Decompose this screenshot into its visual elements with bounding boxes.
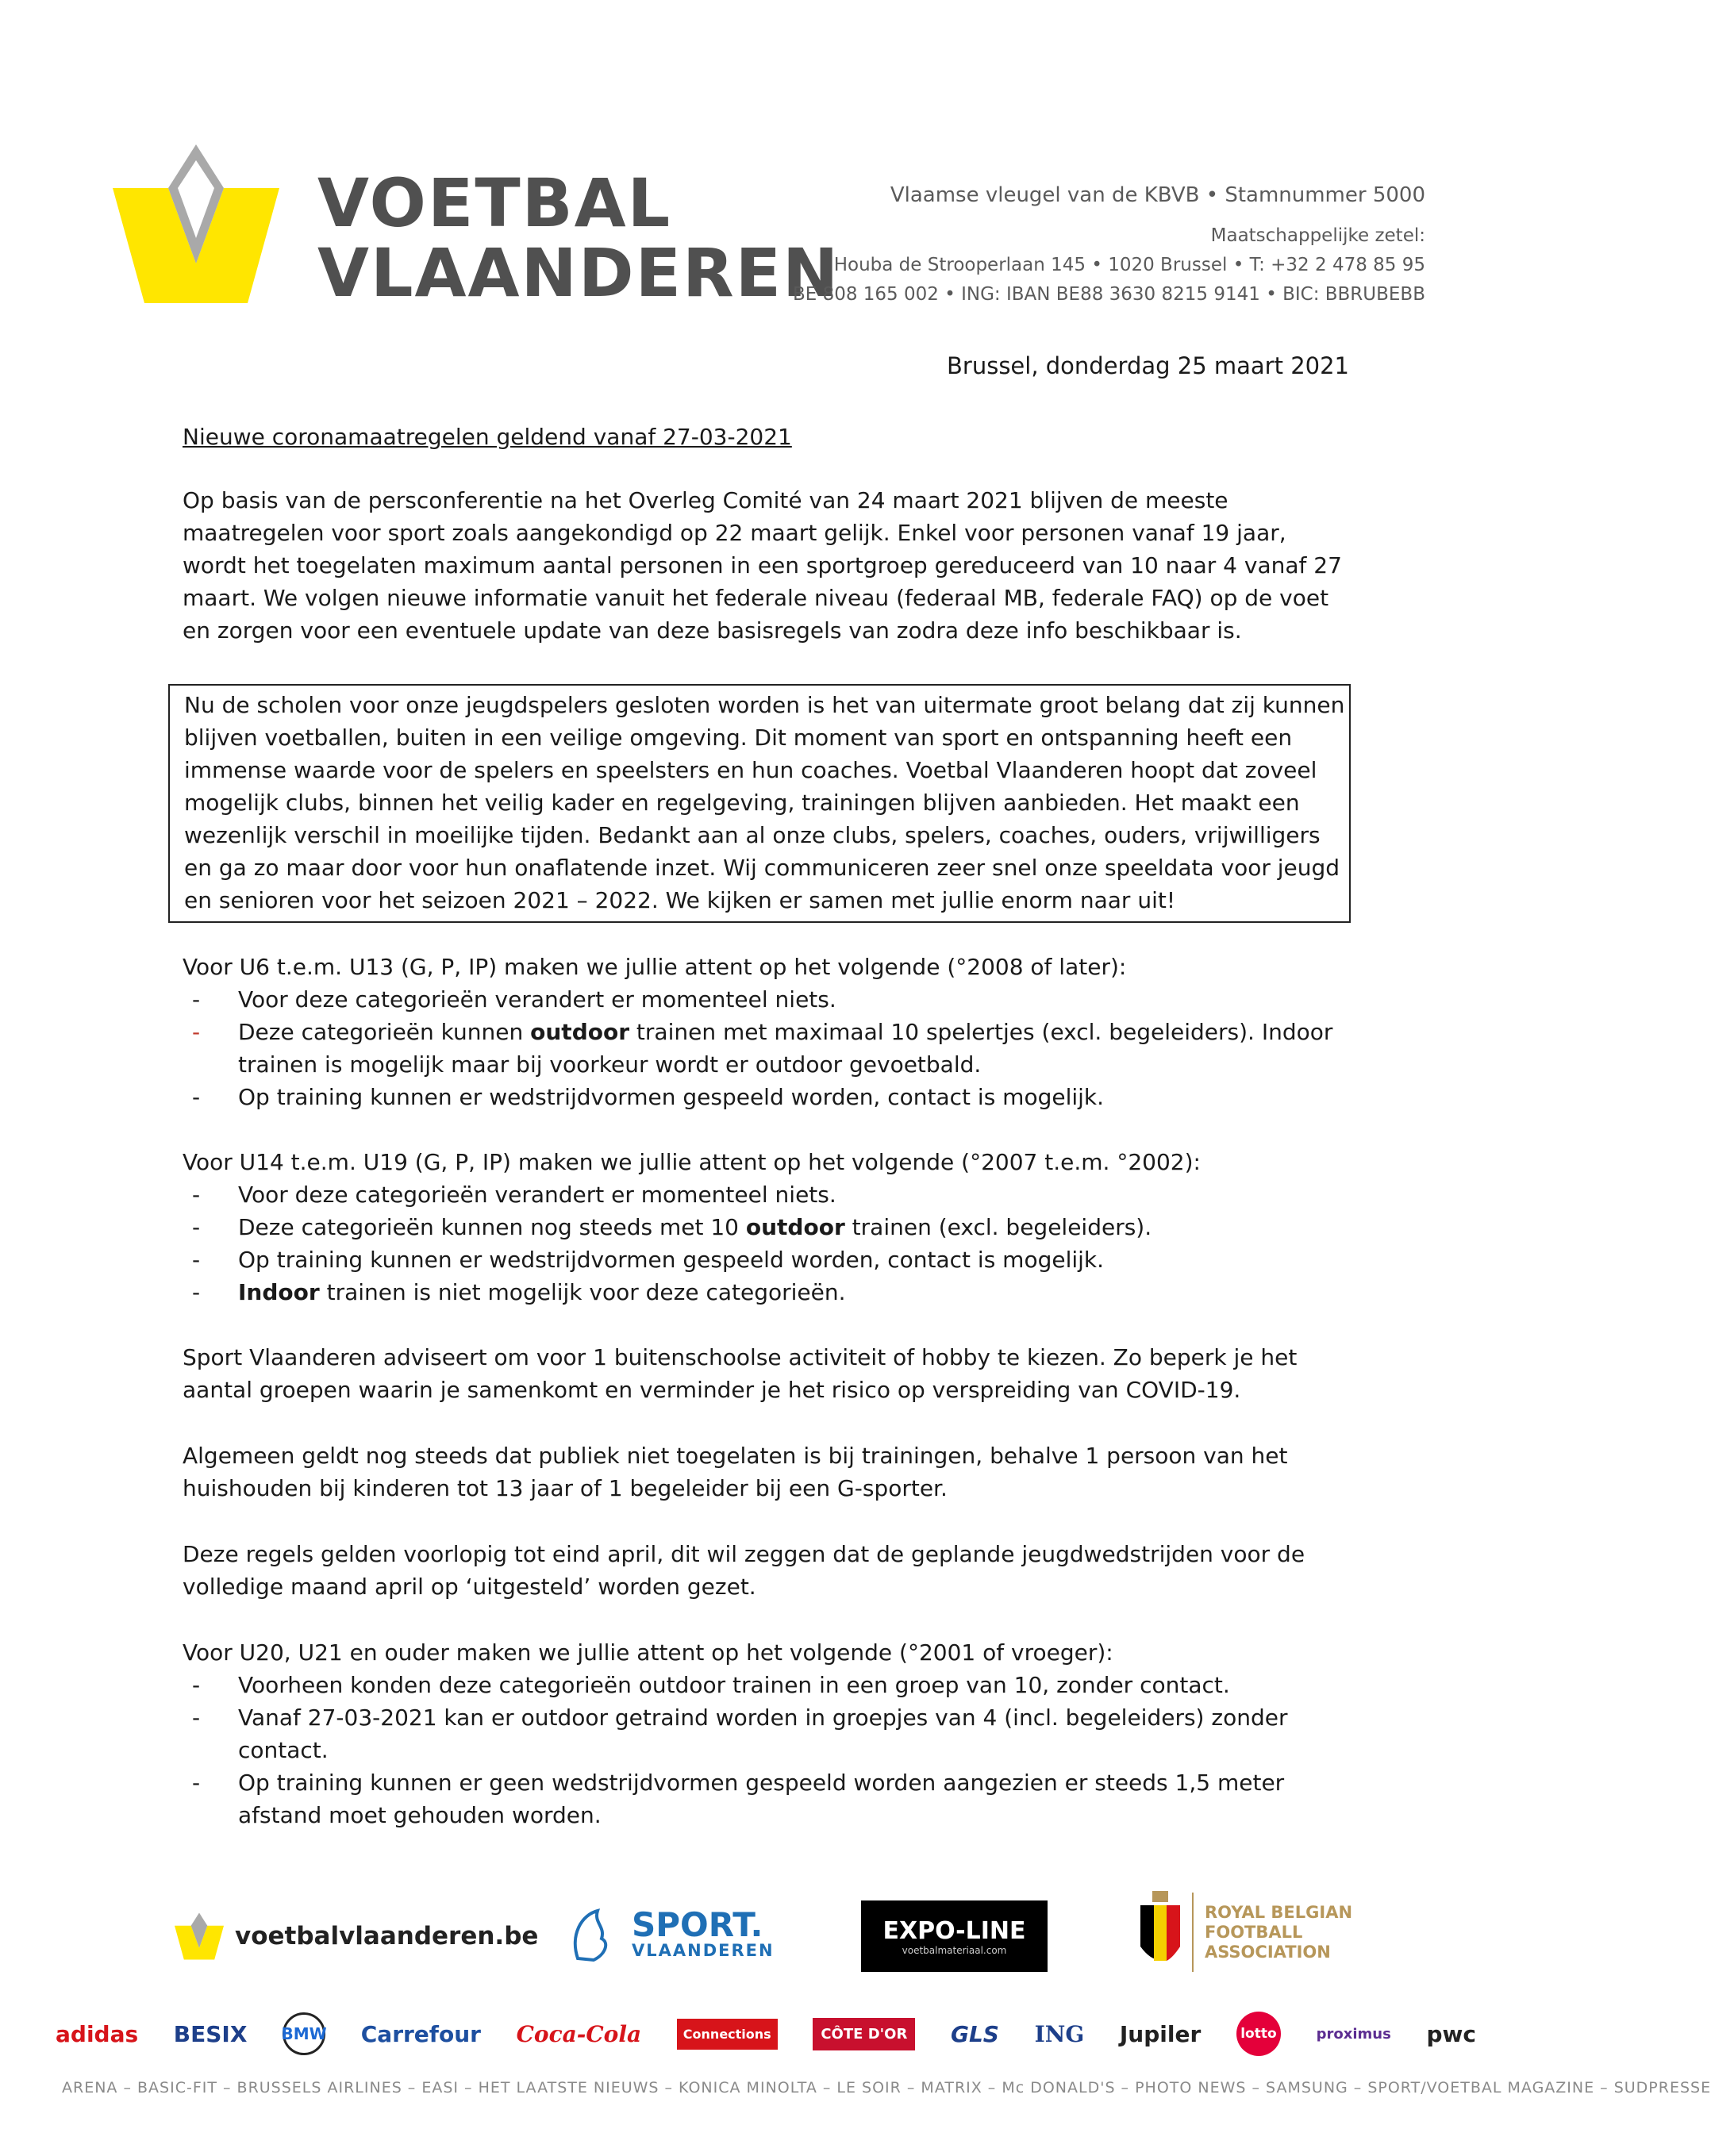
sport-logo-text: SPORT. bbox=[632, 1905, 763, 1944]
sponsor-carrefour: Carrefour bbox=[360, 2020, 481, 2047]
sponsor-bmw: BMW bbox=[283, 2012, 325, 2055]
header-info bbox=[793, 181, 1425, 309]
header-info-line-4: BE 808 165 002 • ING: IBAN BE88 3630 8215 9141 • BIC: BBRUBEBB bbox=[792, 284, 1425, 305]
rbfa-logo bbox=[1136, 1891, 1352, 1973]
list-text: trainen (excl. begeleiders). bbox=[844, 1214, 1152, 1240]
rbfa-line-1: ROYAL BELGIAN bbox=[1205, 1902, 1353, 1922]
header-info-line-2: Maatschappelijke zetel: bbox=[1210, 225, 1425, 246]
list-item: - Voorheen konden deze categorieën outdoor trainen in een groep van 10, zonder contact. bbox=[183, 1669, 1349, 1701]
list-item: - Vanaf 27-03-2021 kan er outdoor getraind worden in groepjes van 4 (incl. begeleiders) zonder contact. bbox=[183, 1701, 1349, 1766]
header-info-line-3: Houba de Strooperlaan 145 • 1020 Brussel • T: +32 2 478 85 95 bbox=[833, 255, 1425, 275]
voetbal-vlaanderen-logo-icon bbox=[113, 144, 279, 303]
footer-voetbalvlaanderen-logo bbox=[175, 1912, 538, 1960]
logo-line-2: VLAANDEREN bbox=[317, 234, 840, 312]
paragraph-text: Sport Vlaanderen adviseert om voor 1 buitenschoolse activiteit of hobby te kiezen. Zo beperk je het aantal groepen waarin je samenkomt en verminder je het risico op verspreiding van COVID-19. bbox=[183, 1344, 1298, 1403]
list-text: Deze categorieën kunnen bbox=[238, 1019, 531, 1045]
sponsor-cote-dor: CÔTE D'OR bbox=[813, 2018, 915, 2050]
expo-line-logo bbox=[861, 1900, 1048, 1972]
sponsor-pwc: pwc bbox=[1426, 2020, 1476, 2047]
list-text: Deze categorieën kunnen nog steeds met 10 bbox=[238, 1214, 746, 1240]
section-u14-u19 bbox=[183, 1146, 1349, 1309]
section-u6-u13 bbox=[183, 951, 1349, 1113]
expo-logo-text: EXPO-LINE bbox=[882, 1916, 1026, 1945]
expo-logo-subtext: voetbalmateriaal.com bbox=[902, 1944, 1007, 1956]
lion-icon bbox=[562, 1903, 625, 1966]
list-text: trainen is niet mogelijk voor deze categorieën. bbox=[319, 1279, 846, 1305]
rbfa-crest-icon bbox=[1136, 1891, 1184, 1973]
intro-paragraph bbox=[183, 484, 1349, 647]
logo-wordmark bbox=[317, 164, 840, 312]
sport-vlaanderen-logo bbox=[562, 1903, 775, 1966]
list-item bbox=[183, 1211, 1349, 1243]
section-list bbox=[183, 1669, 1349, 1831]
sponsor-lotto: lotto bbox=[1236, 2012, 1281, 2056]
section-heading: Voor U14 t.e.m. U19 (G, P, IP) maken we jullie attent op het volgende (°2007 t.e.m. °2002): bbox=[183, 1149, 1201, 1175]
sponsor-proximus: proximus bbox=[1316, 2025, 1391, 2043]
section-list bbox=[183, 1178, 1349, 1309]
intro-text: Op basis van de persconferentie na het Overleg Comité van 24 maart 2021 blijven de meeste maatregelen voor sport zoals aangekondigd op 22 maart gelijk. Enkel voor personen vanaf 19 jaar, wordt het toegelaten maximum aantal personen in een sportgroep gereduceerd van 10 naar 4 vanaf 27 maart. We volgen nieuwe informatie vanuit het federale niveau (federaal MB, federale FAQ) op de voet en zorgen voor een eventuele update van deze basisregels van zodra deze info beschikbaar is. bbox=[183, 487, 1342, 644]
letter-title: Nieuwe coronamaatregelen geldend vanaf 27-03-2021 bbox=[183, 424, 792, 450]
section-heading: Voor U6 t.e.m. U13 (G, P, IP) maken we jullie attent op het volgende (°2008 of later): bbox=[183, 954, 1127, 980]
highlight-box bbox=[168, 684, 1351, 923]
section-heading: Voor U20, U21 en ouder maken we jullie attent op het volgende (°2001 of vroeger): bbox=[183, 1639, 1113, 1666]
sport-logo-subtext: VLAANDEREN bbox=[632, 1941, 775, 1960]
emphasis-outdoor: outdoor bbox=[530, 1019, 630, 1045]
sponsor-adidas: adidas bbox=[56, 2020, 139, 2047]
letter-date: Brussel, donderdag 25 maart 2021 bbox=[947, 352, 1349, 379]
paragraph-text: Algemeen geldt nog steeds dat publiek niet toegelaten is bij trainingen, behalve 1 persoon van het huishouden bij kinderen tot 13 jaar of 1 begeleider bij een G-sporter. bbox=[183, 1443, 1288, 1501]
section-u20-ouder bbox=[183, 1636, 1349, 1831]
list-item bbox=[183, 1016, 1349, 1081]
list-item: - Voor deze categorieën verandert er momenteel niets. bbox=[183, 1178, 1349, 1211]
paragraph-text: Deze regels gelden voorlopig tot eind april, dit wil zeggen dat de geplande jeugdwedstrijden voor de volledige maand april op ‘uitgesteld’ worden gezet. bbox=[183, 1541, 1305, 1600]
section-list bbox=[183, 983, 1349, 1113]
footer-site-text: voetbalvlaanderen.be bbox=[235, 1922, 539, 1950]
list-text: trainen met maximaal 10 spelertjes (excl. begeleiders). Indoor trainen is mogelijk maar bij voorkeur wordt er outdoor gevoetbald. bbox=[238, 1019, 1333, 1078]
sponsor-text-line: ARENA – BASIC-FIT – BRUSSELS AIRLINES – EASI – HET LAATSTE NIEUWS – KONICA MINOLTA – LE SOIR – MATRIX – Mc DONALD'S – PHOTO NEWS – SAMSUNG – SPORT/VOETBAL MAGAZINE – SUDPRESSE bbox=[62, 2079, 1711, 2096]
rbfa-line-2: FOOTBALL bbox=[1205, 1922, 1303, 1942]
sponsor-ing: ING bbox=[1034, 2020, 1085, 2047]
list-item: - Op training kunnen er wedstrijdvormen gespeeld worden, contact is mogelijk. bbox=[183, 1243, 1349, 1276]
rbfa-line-3: ASSOCIATION bbox=[1205, 1942, 1331, 1962]
header-info-line-1: Vlaamse vleugel van de KBVB • Stamnummer 5000 bbox=[890, 183, 1425, 207]
voetbal-vlaanderen-small-icon bbox=[175, 1912, 224, 1960]
logo-line-1: VOETBAL bbox=[317, 164, 672, 242]
sponsor-coca-cola: Coca-Cola bbox=[516, 2020, 642, 2047]
emphasis-indoor: Indoor bbox=[238, 1279, 320, 1305]
sponsor-gls: GLS bbox=[950, 2020, 999, 2047]
emphasis-outdoor: outdoor bbox=[745, 1214, 845, 1240]
list-item: - Voor deze categorieën verandert er momenteel niets. bbox=[183, 983, 1349, 1016]
paragraph-publiek bbox=[183, 1439, 1349, 1505]
list-item: - Op training kunnen er wedstrijdvormen gespeeld worden, contact is mogelijk. bbox=[183, 1081, 1349, 1113]
sponsor-connections: Connections bbox=[677, 2019, 778, 2050]
paragraph-regels bbox=[183, 1538, 1349, 1603]
list-item bbox=[183, 1276, 1349, 1309]
sponsor-logos-row bbox=[56, 2012, 1476, 2056]
sponsor-besix: BESIX bbox=[173, 2020, 248, 2047]
highlight-box-text: Nu de scholen voor onze jeugdspelers gesloten worden is het van uitermate groot belang dat zij kunnen blijven voetballen, buiten in een veilige omgeving. Dit moment van sport en ontspanning heeft een immense waarde voor de spelers en speelsters en hun coaches. Voetbal Vlaanderen hoopt dat zoveel mogelijk clubs, binnen het veilig kader en regelgeving, trainingen blijven aanbieden. Het maakt een wezenlijk verschil in moeilijke tijden. Bedankt aan al onze clubs, spelers, coaches, ouders, vrijwilligers en ga zo maar door voor hun onaflatende inzet. Wij communiceren zeer snel onze speeldata voor jeugd en senioren voor het seizoen 2021 – 2022. We kijken er samen met jullie enorm naar uit! bbox=[184, 692, 1345, 913]
sponsor-jupiler: Jupiler bbox=[1119, 2020, 1202, 2047]
list-item: - Op training kunnen er geen wedstrijdvormen gespeeld worden aangezien er steeds 1,5 meter afstand moet gehouden worden. bbox=[183, 1766, 1349, 1831]
paragraph-sport-vlaanderen bbox=[183, 1341, 1349, 1406]
